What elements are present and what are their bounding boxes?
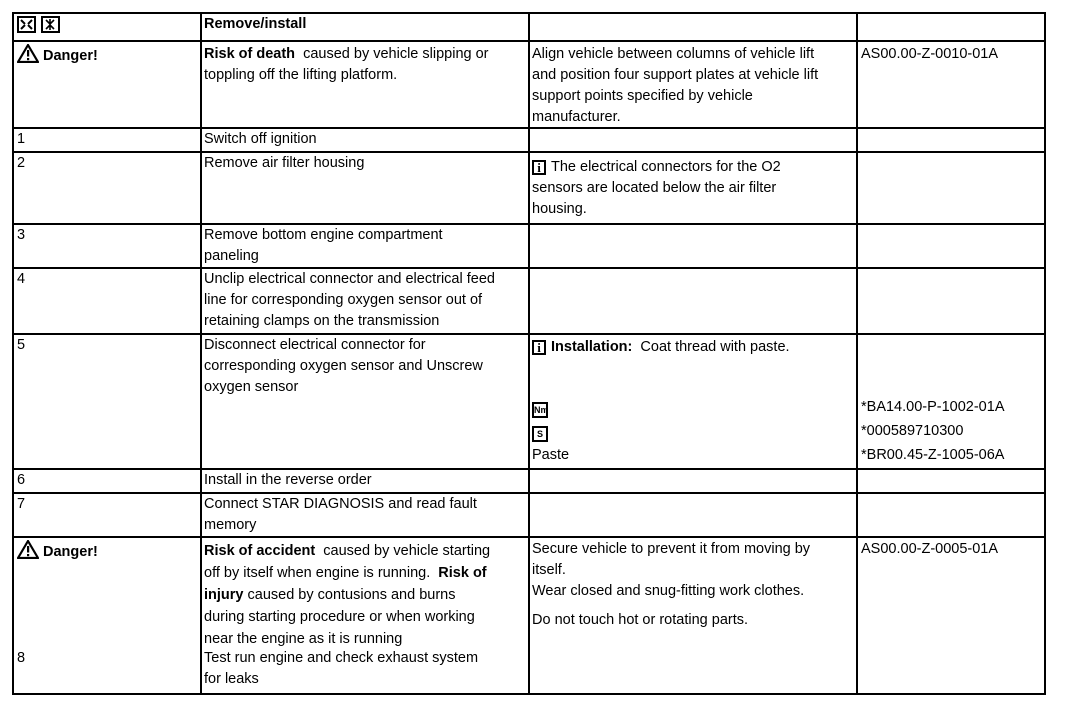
header-icons (17, 16, 61, 41)
column-divider (856, 14, 858, 693)
safety-note: Secure vehicle to prevent it from moving by itself. Wear closed and snug-fitting work clothes. Do not touch hot or rotating parts. (532, 541, 811, 628)
procedure-table (12, 12, 1046, 695)
step-text: Remove air filter housing (204, 155, 365, 171)
remove-install-icons (17, 16, 61, 34)
paste-reference[interactable]: *BR00.45-Z-1005-06A (861, 447, 1005, 463)
step-number: 8 (17, 650, 26, 666)
warning-icon (17, 540, 39, 559)
step-text: Unclip electrical connector and electrical feed line for corresponding oxygen sensor out of retaining clamps on the transmission (204, 271, 495, 329)
danger-label: Danger! (17, 44, 98, 67)
column-divider (528, 14, 530, 693)
torque-icon: Nm (532, 397, 548, 418)
step-number: 1 (17, 131, 26, 147)
tool-reference[interactable]: *000589710300 (861, 423, 964, 439)
danger-text: Risk of death caused by vehicle slipping or toppling off the lifting platform. (204, 46, 489, 83)
installation-note: i Installation: Coat thread with paste. (532, 337, 790, 358)
torque-reference[interactable]: *BA14.00-P-1002-01A (861, 399, 1005, 415)
column-divider (200, 14, 202, 693)
step-number: 2 (17, 155, 26, 171)
step-number: 6 (17, 472, 26, 488)
step-text: Disconnect electrical connector for corresponding oxygen sensor and Unscrew oxygen sensor (204, 337, 483, 395)
header-title: Remove/install (204, 16, 307, 32)
step-text: Connect STAR DIAGNOSIS and read fault memory (204, 496, 477, 533)
info-icon: i (532, 160, 546, 175)
danger-text: Risk of accident caused by vehicle starting off by itself when engine is running. Risk of injury caused by contusions and burns during starting procedure or when working near the engine as it is running (204, 543, 491, 647)
step-number: 3 (17, 227, 26, 243)
step-text: Test run engine and check exhaust system for leaks (204, 650, 479, 687)
doc-reference[interactable]: AS00.00-Z-0010-01A (861, 46, 999, 62)
step-text: Remove bottom engine compartment paneling (204, 227, 443, 264)
safety-note: Align vehicle between columns of vehicle lift and position four support plates at vehicle lift support points specified by vehicle manufacturer. (532, 46, 819, 125)
warning-icon (17, 44, 39, 63)
step-text: Install in the reverse order (204, 472, 372, 488)
tool-icon: S (532, 421, 548, 442)
paste-label: Paste (532, 447, 570, 463)
info-note: i The electrical connectors for the O2 sensors are located below the air filter housing. (532, 159, 781, 217)
step-number: 7 (17, 496, 26, 512)
step-number: 5 (17, 337, 26, 353)
step-text: Switch off ignition (204, 131, 317, 147)
doc-reference[interactable]: AS00.00-Z-0005-01A (861, 541, 999, 557)
step-number: 4 (17, 271, 26, 287)
danger-label: Danger! (17, 540, 98, 563)
info-icon: i (532, 340, 546, 355)
